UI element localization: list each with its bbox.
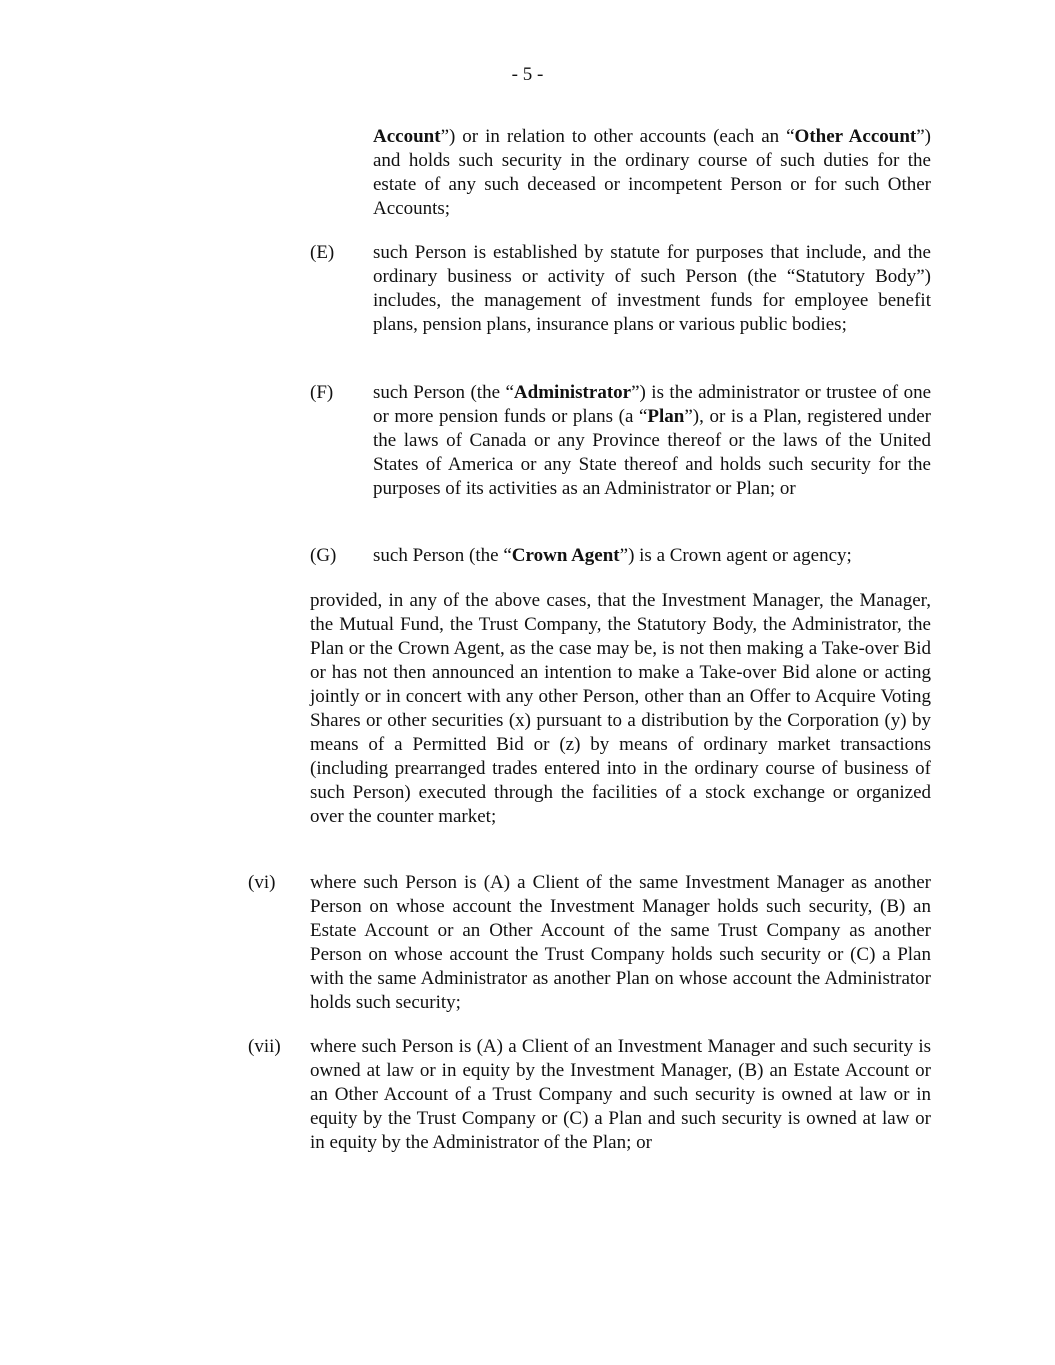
item-vii-label: (vii) bbox=[248, 1036, 281, 1057]
page-number: - 5 - bbox=[511, 64, 544, 85]
item-f-label: (F) bbox=[310, 382, 334, 403]
item-g-text: such Person (the “Crown Agent”) is a Crown agent or agency; bbox=[373, 545, 852, 566]
term-plan: Plan bbox=[647, 406, 685, 427]
item-e-label: (E) bbox=[310, 242, 335, 263]
item-e-text: such Person is established by statute for purposes that include, and the ordinary business or activity of such Person (the “Statutory Body”) includes, the management of investment funds for employee benefit plans, pension plans, insurance plans or various public bodies; bbox=[373, 242, 931, 335]
item-g-label: (G) bbox=[310, 545, 337, 566]
term-other-account: Other Account bbox=[794, 126, 917, 147]
term-account: Account bbox=[373, 126, 441, 147]
proviso-paragraph: provided, in any of the above cases, that the Investment Manager, the Manager, the Mutual Fund, the Trust Company, the Statutory Body, the Administrator, the Plan or the Crown Agent, as the case may be, is not then making a Take-over Bid or has not then announced an intention to make a Take-over Bid alone or acting jointly or in concert with any other Person, other than an Offer to Acquire Voting Shares or other securities (x) pursuant to a distribution by the Corporation (y) by means of a Permitted Bid or (z) by means of ordinary market transactions (including prearranged trades entered into in the ordinary course of business of such Person) executed through the facilities of a stock exchange or organized over the counter market; bbox=[310, 590, 931, 827]
continuation-paragraph: Account”) or in relation to other accounts (each an “Other Account”) and holds such security in the ordinary course of such duties for the estate of any such deceased or incompetent Person or for such Other Accounts; bbox=[373, 126, 931, 219]
item-vi-text: where such Person is (A) a Client of the same Investment Manager as another Person on whose account the Investment Manager holds such security, (B) an Estate Account or an Other Account of the same Trust Company as another Person on whose account the Trust Company holds such security or (C) a Plan with the same Administrator as another Plan on whose account the Administrator holds such security; bbox=[310, 872, 931, 1013]
term-administrator: Administrator bbox=[513, 382, 632, 403]
item-f-text: such Person (the “Administrator”) is the administrator or trustee of one or more pension funds or plans (a “Plan”), or is a Plan, registered under the laws of Canada or any Province thereof or the laws of the United States of America or any State thereof and holds such security for the purposes of its activities as an Administrator or Plan; or bbox=[373, 382, 932, 499]
term-crown-agent: Crown Agent bbox=[511, 545, 620, 566]
item-vii-text: where such Person is (A) a Client of an Investment Manager and such security is owned at law or in equity by the Investment Manager, (B) an Estate Account or an Other Account of a Trust Company and such security is owned at law or in equity by the Trust Company or (C) a Plan and such security is owned at law or in equity by the Administrator of the Plan; or bbox=[310, 1036, 931, 1153]
item-vi-label: (vi) bbox=[248, 872, 276, 893]
